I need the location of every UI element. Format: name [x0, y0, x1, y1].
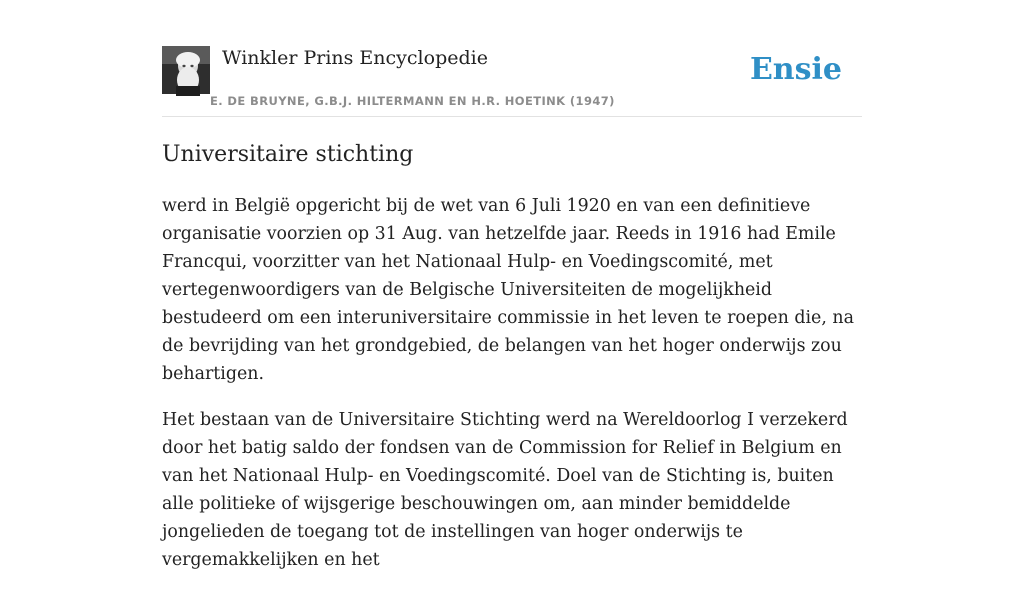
- book-title[interactable]: Winkler Prins Encyclopedie: [222, 47, 488, 69]
- article-paragraph: werd in België opgericht bij de wet van 6 Juli 1920 en van een definitieve organisatie voorzien op 31 Aug. van hetzelfde jaar. Reeds in 1916 had Emile Francqui, voorzitter van het Nationaal Hulp- en Voedingscomité, met vertegenwoordigers van de Belgische Universiteiten de mogelijkheid bestudeerd om een interuniversitaire commissie in het leven te roepen die, na de bevrijding van het grondgebied, de belangen van het hoger onderwijs zou behartigen.: [162, 196, 854, 384]
- article-body: [162, 192, 862, 592]
- article-paragraph: Het bestaan van de Universitaire Stichting werd na Wereldoorlog I verzekerd door het batig saldo der fondsen van de Commission for Relief in Belgium en van het Nationaal Hulp- en Voedingscomité. Doel van de Stichting is, buiten alle politieke of wijsgerige beschouwingen om, aan minder bemiddelde jongelieden de toegang tot de instellingen van hoger onderwijs te vergemakkelijken en het: [162, 410, 848, 570]
- author-avatar[interactable]: [162, 46, 210, 94]
- ensie-logo[interactable]: Ensie: [749, 52, 842, 87]
- article-title: Universitaire stichting: [162, 142, 414, 167]
- site-header: [162, 46, 862, 117]
- portrait-icon: [162, 46, 210, 94]
- book-authors: E. DE BRUYNE, G.B.J. HILTERMANN EN H.R. HOETINK (1947): [210, 94, 615, 108]
